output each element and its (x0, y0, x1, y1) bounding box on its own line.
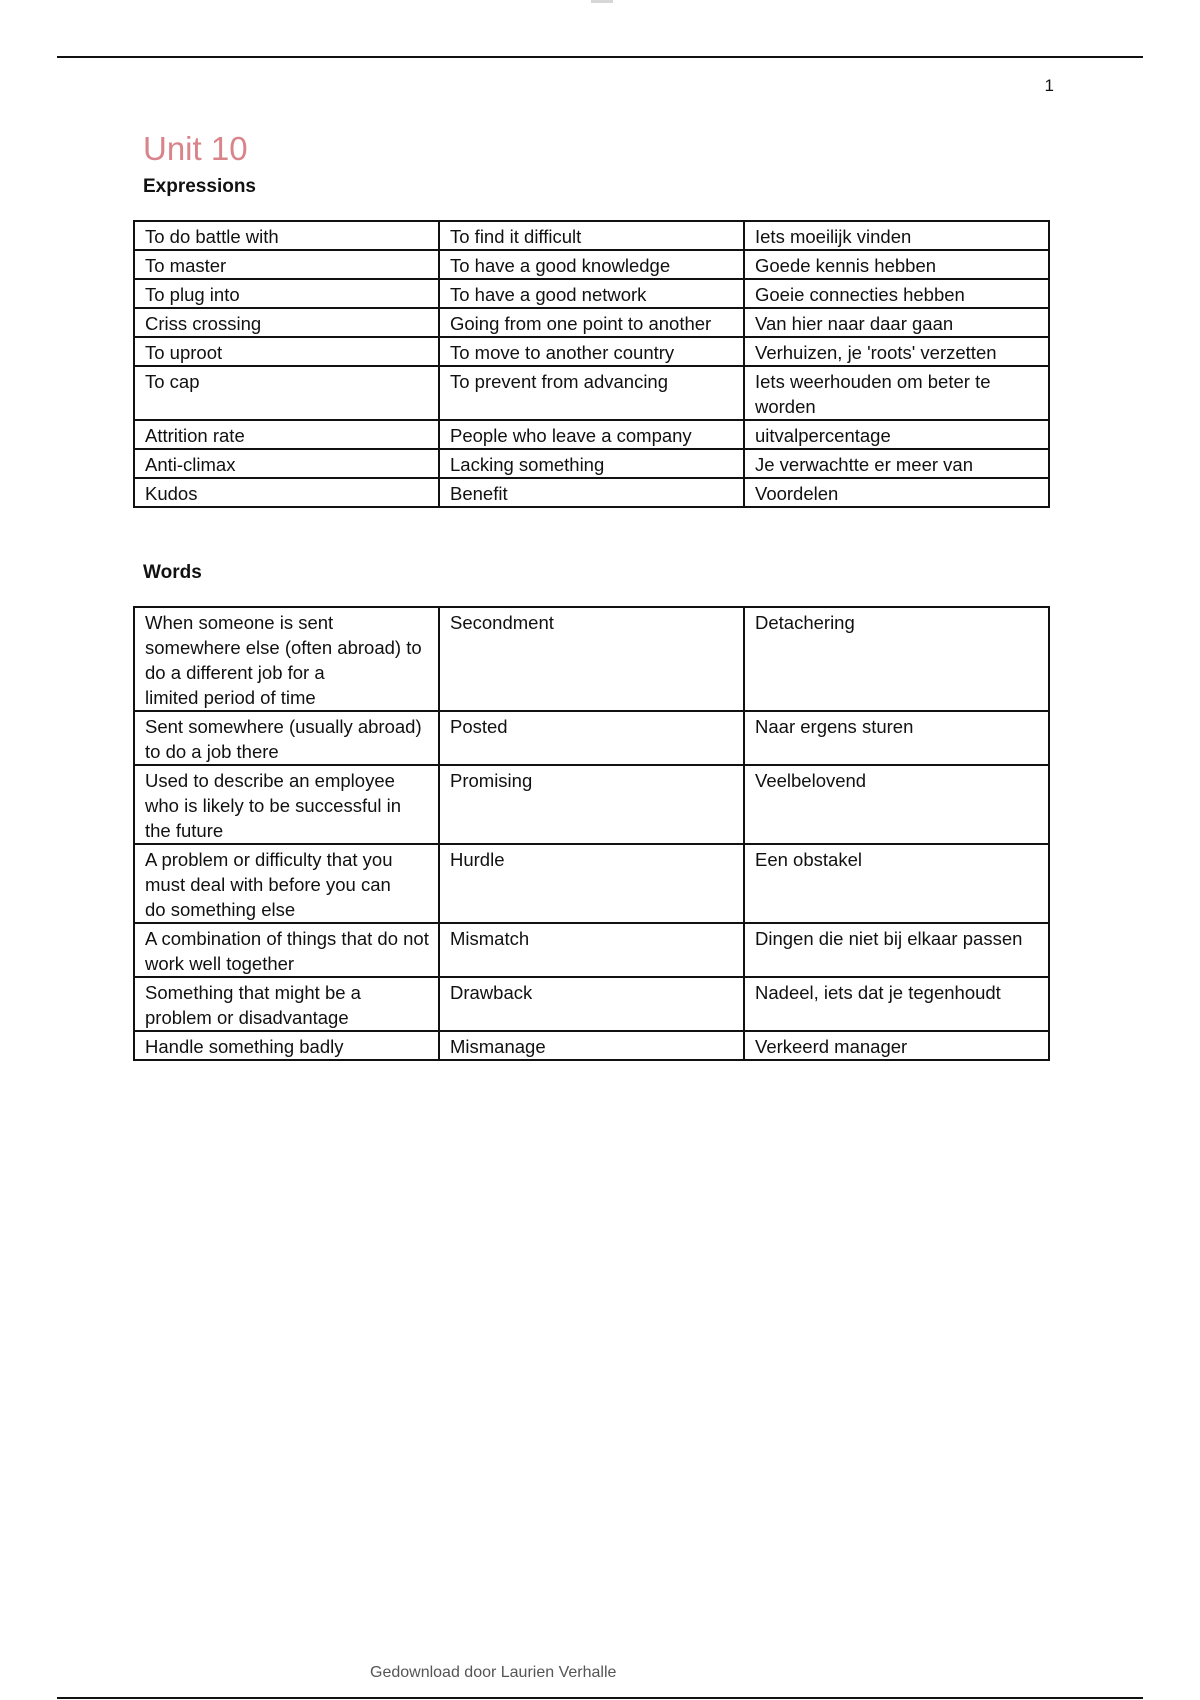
term-cell: A problem or difficulty that you must deal with before you can do something else (134, 844, 439, 923)
translation-cell: Van hier naar daar gaan (744, 308, 1049, 337)
words-heading: Words (143, 562, 202, 583)
words-table (133, 606, 1050, 1061)
table-row (134, 977, 1049, 1031)
translation-cell: Nadeel, iets dat je tegenhoudt (744, 977, 1049, 1031)
meaning-cell: People who leave a company (439, 420, 744, 449)
table-row (134, 366, 1049, 420)
meaning-cell: Secondment (439, 607, 744, 711)
meaning-cell: Promising (439, 765, 744, 844)
meaning-cell: Lacking something (439, 449, 744, 478)
term-cell: To cap (134, 366, 439, 420)
translation-cell: Naar ergens sturen (744, 711, 1049, 765)
page-number: 1 (1044, 76, 1054, 95)
translation-cell: Veelbelovend (744, 765, 1049, 844)
term-cell: Handle something badly (134, 1031, 439, 1060)
unit-title: Unit 10 (143, 130, 248, 167)
expressions-table (133, 220, 1050, 508)
meaning-cell: Benefit (439, 478, 744, 507)
expressions-table-body (134, 221, 1049, 507)
table-row (134, 337, 1049, 366)
table-row (134, 844, 1049, 923)
term-cell: Attrition rate (134, 420, 439, 449)
table-row (134, 420, 1049, 449)
meaning-cell: Mismanage (439, 1031, 744, 1060)
translation-cell: Iets weerhouden om beter te worden (744, 366, 1049, 420)
meaning-cell: To have a good knowledge (439, 250, 744, 279)
table-row (134, 711, 1049, 765)
meaning-cell: To move to another country (439, 337, 744, 366)
meaning-cell: Drawback (439, 977, 744, 1031)
table-row (134, 449, 1049, 478)
table-row (134, 607, 1049, 711)
meaning-cell: Hurdle (439, 844, 744, 923)
table-row (134, 279, 1049, 308)
translation-cell: Goede kennis hebben (744, 250, 1049, 279)
table-row (134, 765, 1049, 844)
words-table-body (134, 607, 1049, 1060)
term-cell: Used to describe an employee who is likely to be successful in the future (134, 765, 439, 844)
table-row (134, 250, 1049, 279)
translation-cell: uitvalpercentage (744, 420, 1049, 449)
term-cell: To master (134, 250, 439, 279)
meaning-cell: Going from one point to another (439, 308, 744, 337)
term-cell: Anti-climax (134, 449, 439, 478)
translation-cell: Je verwachtte er meer van (744, 449, 1049, 478)
term-cell: Something that might be a problem or disadvantage (134, 977, 439, 1031)
translation-cell: Voordelen (744, 478, 1049, 507)
meaning-cell: To prevent from advancing (439, 366, 744, 420)
expressions-heading: Expressions (143, 176, 256, 197)
term-cell: When someone is sent somewhere else (often abroad) to do a different job for a limited period of time (134, 607, 439, 711)
translation-cell: Iets moeilijk vinden (744, 221, 1049, 250)
meaning-cell: Posted (439, 711, 744, 765)
meaning-cell: Mismatch (439, 923, 744, 977)
translation-cell: Verhuizen, je 'roots' verzetten (744, 337, 1049, 366)
meaning-cell: To have a good network (439, 279, 744, 308)
table-row (134, 221, 1049, 250)
download-footer: Gedownload door Laurien Verhalle (370, 1664, 617, 1681)
translation-cell: Een obstakel (744, 844, 1049, 923)
meaning-cell: To find it difficult (439, 221, 744, 250)
term-cell: To uproot (134, 337, 439, 366)
table-row (134, 308, 1049, 337)
table-row (134, 478, 1049, 507)
translation-cell: Goeie connecties hebben (744, 279, 1049, 308)
translation-cell: Verkeerd manager (744, 1031, 1049, 1060)
translation-cell: Detachering (744, 607, 1049, 711)
page-top-marker (591, 0, 613, 3)
term-cell: To do battle with (134, 221, 439, 250)
term-cell: Criss crossing (134, 308, 439, 337)
term-cell: To plug into (134, 279, 439, 308)
term-cell: Sent somewhere (usually abroad) to do a job there (134, 711, 439, 765)
footer-rule (57, 1697, 1143, 1699)
term-cell: A combination of things that do not work well together (134, 923, 439, 977)
translation-cell: Dingen die niet bij elkaar passen (744, 923, 1049, 977)
table-row (134, 923, 1049, 977)
term-cell: Kudos (134, 478, 439, 507)
header-rule (57, 56, 1143, 58)
table-row (134, 1031, 1049, 1060)
